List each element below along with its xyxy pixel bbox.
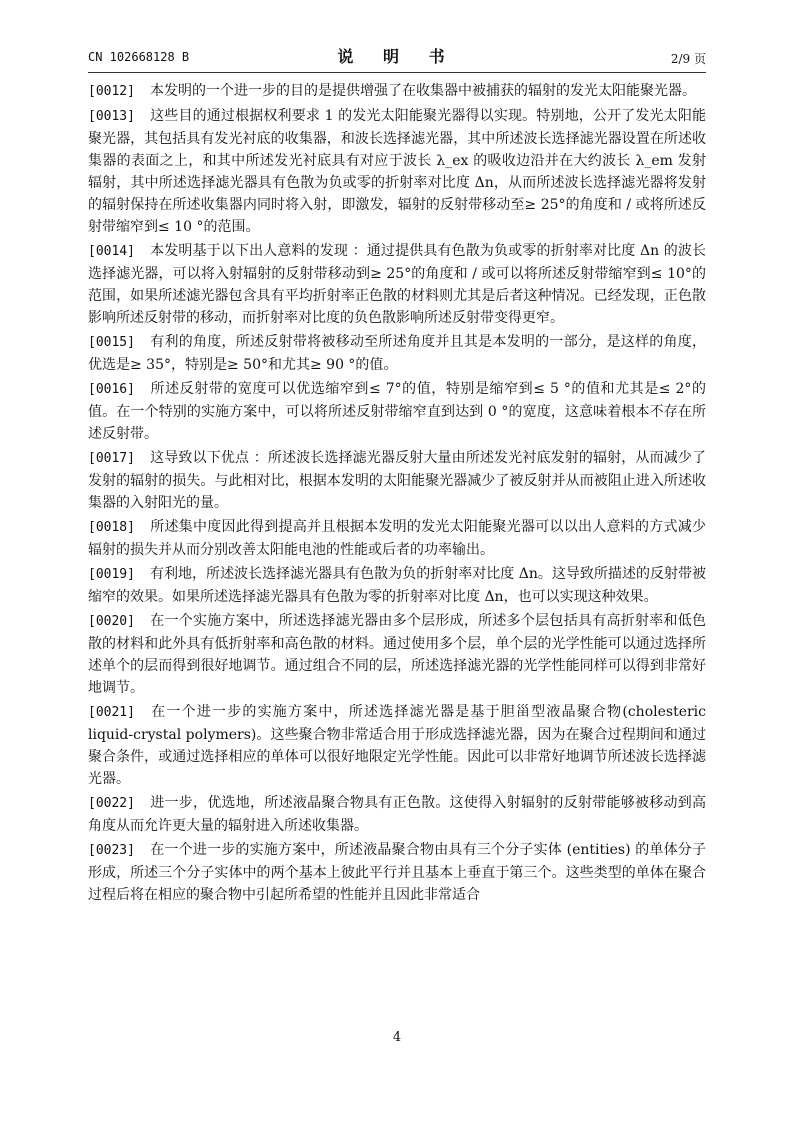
paragraph [88, 105, 706, 238]
paragraph [88, 610, 706, 699]
paragraph [88, 701, 706, 790]
paragraph-text: 在一个进一步的实施方案中，所述选择滤光器是基于胆甾型液晶聚合物(cholesteric liquid-crystal polymers)。这些聚合物非常适合用于形成选择滤光器，因为在聚合过程期间和通过聚合条件，或通过选择相应的单体可以很好地限定光学性能。因此可以非常好地调节所述波长选择滤光器。 [88, 704, 706, 787]
paragraph-number: [0020] [88, 614, 135, 629]
paragraph-text: 有利的角度，所述反射带将被移动至所述角度并且其是本发明的一部分，是这样的角度，优选是≥ 35°，特别是≥ 50°和尤其≥ 90 °的值。 [88, 334, 706, 373]
paragraph [88, 378, 706, 445]
paragraph-number: [0021] [88, 705, 135, 720]
paragraph-text: 在一个实施方案中，所述选择滤光器由多个层形成，所述多个层包括具有高折射率和低色散的材料和此外具有低折射率和高色散的材料。通过使用多个层，单个层的光学性能可以通过选择所述单个的层而得到很好地调节。通过组合不同的层，所述选择滤光器的光学性能同样可以得到非常好地调节。 [88, 613, 706, 696]
paragraph [88, 563, 706, 608]
paragraph [88, 516, 706, 561]
page-number: 4 [392, 1030, 402, 1045]
paragraph-number: [0017] [88, 451, 135, 466]
paragraph-number: [0015] [88, 335, 135, 350]
paragraph-number: [0018] [88, 520, 135, 535]
paragraph-text: 这导致以下优点 ：所述波长选择滤光器反射大量由所述发光衬底发射的辐射，从而减少了发射的辐射的损失。与此相对比，根据本发明的太阳能聚光器减少了被反射并从而被阻止进入所述收集器的入射阳光的量。 [88, 450, 706, 511]
paragraph-number: [0019] [88, 567, 135, 582]
page-indicator: 2/9 页 [670, 52, 706, 66]
paragraph-number: [0016] [88, 382, 135, 397]
document-title: 说 明 书 [337, 47, 457, 66]
paragraph-number: [0023] [88, 843, 135, 858]
paragraph [88, 447, 706, 514]
paragraph-number: [0012] [88, 84, 135, 99]
page-header [88, 44, 706, 72]
paragraph-text: 进一步，优选地，所述液晶聚合物具有正色散。这使得入射辐射的反射带能够被移动到高角度从而允许更大量的辐射进入所述收集器。 [88, 795, 706, 834]
paragraph-text: 本发明基于以下出人意料的发现 ：通过提供具有色散为负或零的折射率对比度 Δn 的波长选择滤光器，可以将入射辐射的反射带移动到≥ 25°的角度和 / 或可以将所述反射带缩窄到≤ 10°的范围，如果所述滤光器包含具有平均折射率正色散的材料则尤其是后者这种情况。已经发现，正色散影响所述反射带的移动，而折射率对比度的负色散影响所述反射带变得更窄。 [88, 243, 706, 326]
paragraph-text: 这些目的通过根据权利要求 1 的发光太阳能聚光器得以实现。特别地，公开了发光太阳能聚光器，其包括具有发光衬底的收集器，和波长选择滤光器，其中所述波长选择滤光器设置在所述收集器的表面之上，和其中所述发光衬底具有对应于波长 λ_ex 的吸收边沿并在大约波长 λ_em 发射辐射，其中所述选择滤光器具有色散为负或零的折射率对比度 Δn，从而所述波长选择滤光器将发射的辐射保持在所述收集器内同时将入射，即激发，辐射的反射带移动至≥ 25°的角度和 / 或将所述反射带缩窄到≤ 10 °的范围。 [88, 108, 706, 235]
document-body [88, 80, 706, 908]
paragraph-text: 所述集中度因此得到提高并且根据本发明的发光太阳能聚光器可以以出人意料的方式减少辐射的损失并从而分别改善太阳能电池的性能或后者的功率输出。 [88, 519, 706, 558]
header-rule [88, 72, 706, 73]
paragraph-text: 本发明的一个进一步的目的是提供增强了在收集器中被捕获的辐射的发光太阳能聚光器。 [150, 83, 696, 99]
paragraph [88, 331, 706, 376]
paragraph [88, 240, 706, 329]
paragraph [88, 792, 706, 837]
paragraph-number: [0022] [88, 796, 135, 811]
paragraph-number: [0013] [88, 109, 135, 124]
paragraph-text: 有利地，所述波长选择滤光器具有色散为负的折射率对比度 Δn。这导致所描述的反射带被缩窄的效果。如果所述选择滤光器具有色散为零的折射率对比度 Δn，也可以实现这种效果。 [88, 566, 706, 605]
patent-id: CN 102668128 B [88, 50, 190, 64]
paragraph-number: [0014] [88, 244, 135, 259]
paragraph-text: 在一个进一步的实施方案中，所述液晶聚合物由具有三个分子实体 (entities) 的单体分子形成，所述三个分子实体中的两个基本上彼此平行并且基本上垂直于第三个。这些类型的单体在聚合过程后将在相应的聚合物中引起所希望的性能并且因此非常适合 [88, 842, 706, 903]
paragraph [88, 80, 706, 103]
paragraph-text: 所述反射带的宽度可以优选缩窄到≤ 7°的值，特别是缩窄到≤ 5 °的值和尤其是≤ 2°的值。在一个特别的实施方案中，可以将所述反射带缩窄直到达到 0 °的宽度，这意味着根本不存在所述反射带。 [88, 381, 706, 442]
paragraph [88, 839, 706, 906]
